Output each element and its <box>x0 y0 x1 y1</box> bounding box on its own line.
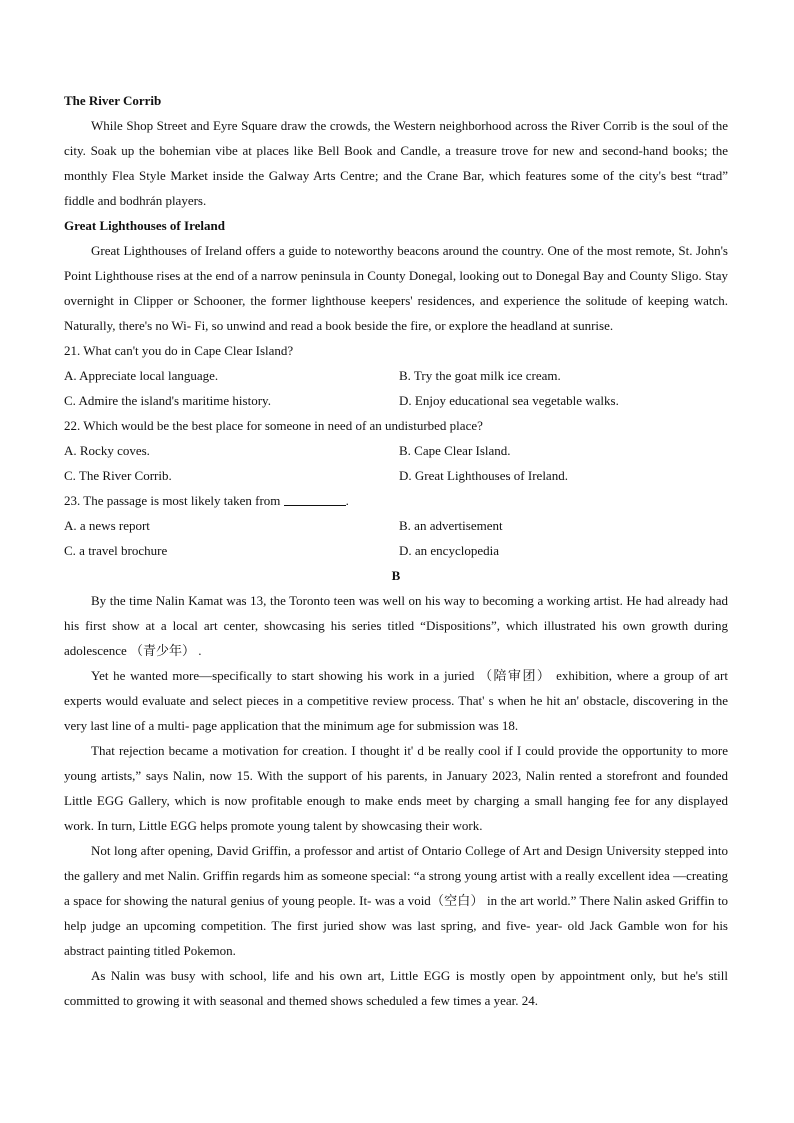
document-content <box>64 88 728 1013</box>
question-21-option-b: B. Try the goat milk ice cream. <box>399 368 561 383</box>
part-b-paragraph-1: By the time Nalin Kamat was 13, the Toronto teen was well on his way to becoming a working artist. He had already had his first show at a local art center, showcasing his series titled “Dispositions”, which illustrated his own growth during adolescence （青少年） . <box>64 593 728 658</box>
question-23-option-a: A. a news report <box>64 518 150 533</box>
question-22-stem: 22. Which would be the best place for someone in need of an undisturbed place? <box>64 418 483 433</box>
question-23-option-b: B. an advertisement <box>399 518 503 533</box>
question-21-option-d: D. Enjoy educational sea vegetable walks. <box>399 393 619 408</box>
part-b-paragraph-4: Not long after opening, David Griffin, a professor and artist of Ontario College of Art and Design University stepped into the gallery and met Nalin. Griffin regards him as someone special: “a strong young artist with a really excellent idea —creating a space for showing the natural genius of young people. It- was a void（空白） in the art world.” There Nalin asked Griffin to help judge an upcoming competition. The first juried show was last spring, and five- year- old Jack Gamble won for his abstract painting titled Pokemon. <box>64 843 728 958</box>
question-21-option-c: C. Admire the island's maritime history. <box>64 393 271 408</box>
question-23-stem: 23. The passage is most likely taken from <box>64 493 281 508</box>
question-22-option-d: D. Great Lighthouses of Ireland. <box>399 468 568 483</box>
question-22-option-c: C. The River Corrib. <box>64 468 172 483</box>
question-23-option-c: C. a travel brochure <box>64 543 168 558</box>
question-21-stem: 21. What can't you do in Cape Clear Island? <box>64 343 294 358</box>
answer-blank <box>284 491 346 506</box>
question-23 <box>64 488 728 513</box>
question-23-options <box>64 513 728 563</box>
question-21-options <box>64 363 728 413</box>
part-b-paragraph-2: Yet he wanted more—specifically to start showing his work in a juried （陪审团） exhibition, where a group of art experts would evaluate and select pieces in a competitive review process. That' s when he hit an' obstacle, discovering in the very last line of a multi- page application that the minimum age for submission was 18. <box>64 668 728 733</box>
paragraph-lighthouses: Great Lighthouses of Ireland offers a guide to noteworthy beacons around the country. One of the most remote, St. John's Point Lighthouse rises at the end of a narrow peninsula in County Donegal, looking out to Donegal Bay and County Sligo. Stay overnight in Clipper or Schooner, the former lighthouse keepers' residences, and experience the solitude of keeping watch. Naturally, there's no Wi- Fi, so unwind and read a book beside the fire, or explore the headland at sunrise. <box>64 243 728 333</box>
part-b-paragraph-3: That rejection became a motivation for creation. I thought it' d be really cool if I could provide the opportunity to more young artists,” says Nalin, now 15. With the support of his parents, in January 2023, Nalin rented a storefront and founded Little EGG Gallery, which is now profitable enough to make ends meet by charging a small hanging fee for any displayed work. In turn, Little EGG helps promote young talent by showcasing their work. <box>64 743 728 833</box>
section-heading-river-corrib: The River Corrib <box>64 93 162 108</box>
question-22-options <box>64 438 728 488</box>
part-b-paragraph-5: As Nalin was busy with school, life and his own art, Little EGG is mostly open by appointment only, but he's still committed to growing it with seasonal and themed shows scheduled a few times a year. 24. <box>64 968 728 1008</box>
question-21-option-a: A. Appreciate local language. <box>64 368 219 383</box>
part-b-label: B <box>391 568 401 583</box>
paragraph-river-corrib: While Shop Street and Eyre Square draw the crowds, the Western neighborhood across the River Corrib is the soul of the city. Soak up the bohemian vibe at places like Bell Book and Candle, a treasure trove for new and second-hand books; the monthly Flea Style Market inside the Galway Arts Centre; and the Crane Bar, which features some of the city's best “trad” fiddle and bodhrán players. <box>64 118 728 208</box>
question-23-option-d: D. an encyclopedia <box>399 543 499 558</box>
question-23-stem-end: . <box>345 493 349 508</box>
section-heading-lighthouses: Great Lighthouses of Ireland <box>64 218 225 233</box>
question-22-option-b: B. Cape Clear Island. <box>399 443 511 458</box>
question-22-option-a: A. Rocky coves. <box>64 443 150 458</box>
